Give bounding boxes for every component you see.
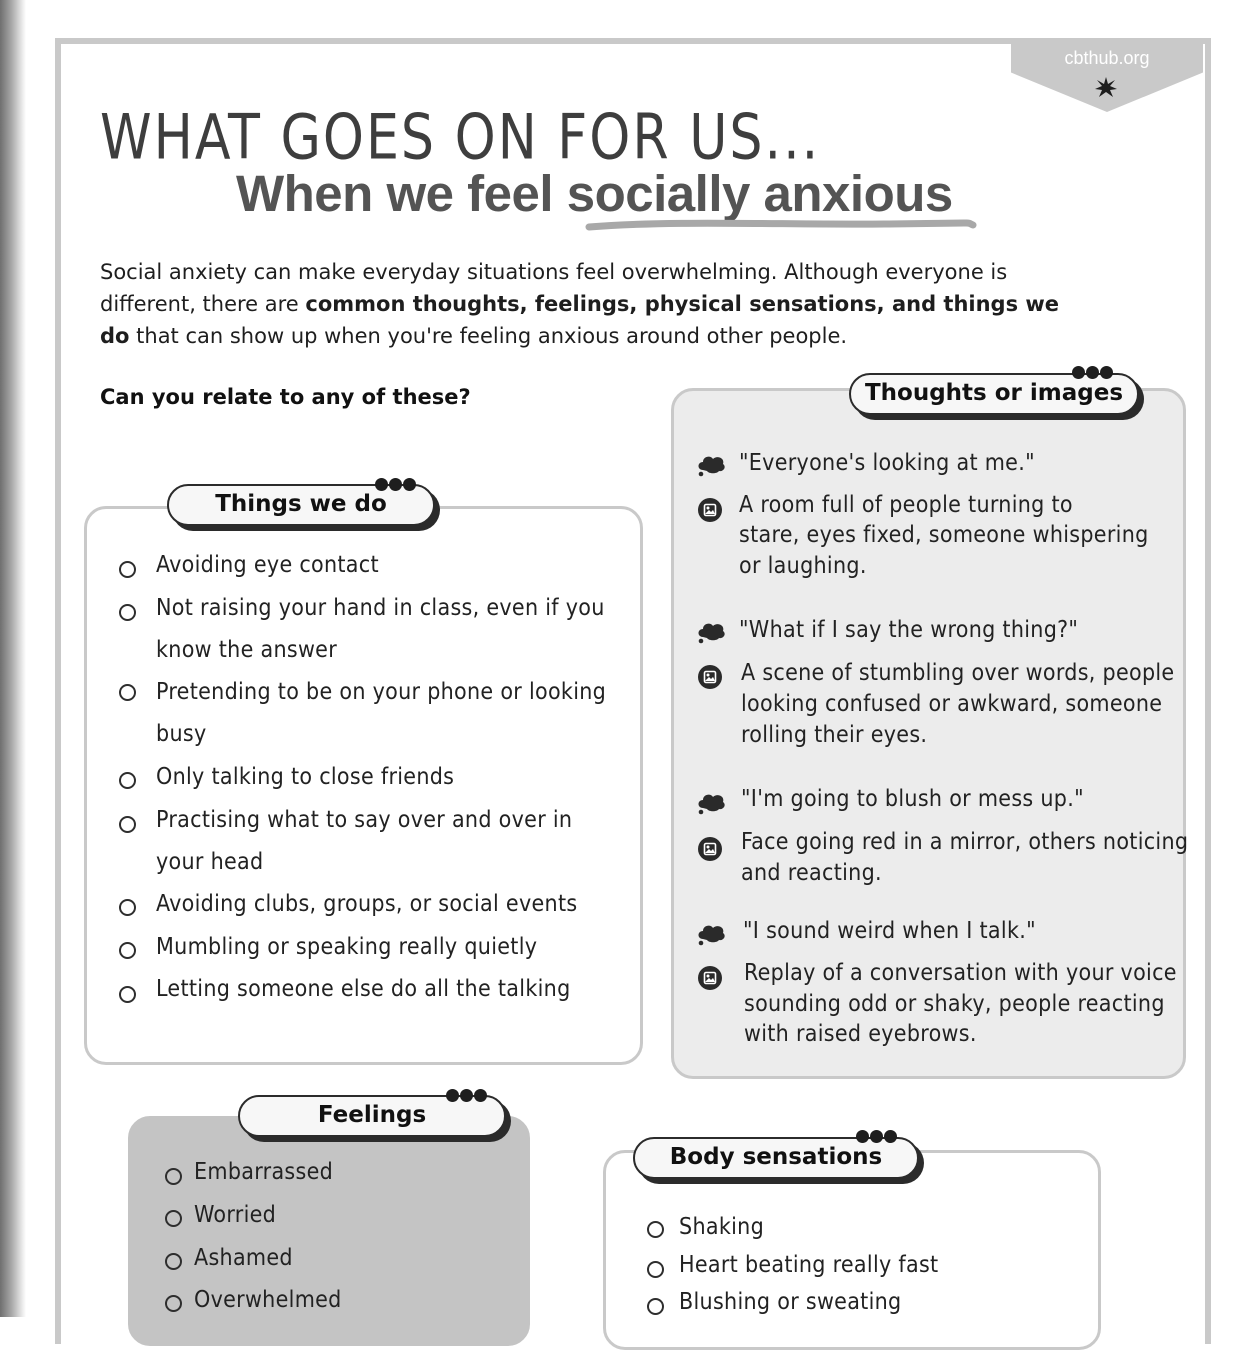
list-item: Only talking to close friends xyxy=(156,764,455,790)
thought-bubble-icon xyxy=(696,922,726,946)
feeling-item: Embarrassed xyxy=(194,1159,334,1185)
sensation-item: Shaking xyxy=(679,1214,765,1240)
list-item: Avoiding eye contact xyxy=(156,552,379,578)
checkbox-circle[interactable] xyxy=(647,1221,664,1238)
subtitle-emphasis: socially anxious xyxy=(566,165,953,222)
image-line: A scene of stumbling over words, people xyxy=(741,660,1175,686)
checkbox-circle[interactable] xyxy=(119,561,136,578)
checkbox-circle[interactable] xyxy=(119,684,136,701)
checkbox-circle[interactable] xyxy=(119,816,136,833)
image-line: sounding odd or shaky, people reacting xyxy=(744,991,1165,1017)
feeling-item: Worried xyxy=(194,1202,277,1228)
thought-text: "I'm going to blush or mess up." xyxy=(741,786,1084,812)
feeling-item: Ashamed xyxy=(194,1245,293,1271)
things-we-do-title: Things we do xyxy=(167,484,435,526)
thought-bubble-icon xyxy=(696,791,726,815)
checkbox-circle[interactable] xyxy=(165,1168,182,1185)
list-item: Not raising your hand in class, even if you xyxy=(156,595,605,621)
checkbox-circle[interactable] xyxy=(119,986,136,1003)
thought-text: "I sound weird when I talk." xyxy=(743,918,1036,944)
sensation-item: Blushing or sweating xyxy=(679,1289,902,1315)
image-icon xyxy=(698,665,722,689)
relate-question: Can you relate to any of these? xyxy=(100,385,471,409)
checkbox-circle[interactable] xyxy=(647,1298,664,1315)
checkbox-circle[interactable] xyxy=(119,942,136,959)
thoughts-title: Thoughts or images xyxy=(849,373,1139,415)
thought-text: "Everyone's looking at me." xyxy=(739,450,1035,476)
underline-stroke xyxy=(585,216,977,234)
intro-text-1: Social anxiety can make everyday situations feel overwhelming. Although everyone is different, there are xyxy=(100,260,1008,316)
page-shadow xyxy=(0,0,26,1317)
checkbox-circle[interactable] xyxy=(647,1261,664,1278)
intro-bold: common thoughts, feelings, physical sensations, and things we do xyxy=(100,292,1060,348)
page-subtitle xyxy=(236,164,953,223)
intro-text-2: that can show up when you're feeling anxious around other people. xyxy=(129,324,848,348)
checkbox-circle[interactable] xyxy=(119,772,136,789)
list-item: Practising what to say over and over in xyxy=(156,807,573,833)
page-title: WHAT GOES ON FOR US... xyxy=(100,100,821,174)
list-item: Mumbling or speaking really quietly xyxy=(156,934,538,960)
checkbox-circle[interactable] xyxy=(119,604,136,621)
intro-paragraph xyxy=(100,256,1090,352)
dots-decoration xyxy=(1072,366,1113,379)
dots-decoration xyxy=(856,1130,897,1143)
checkbox-circle[interactable] xyxy=(165,1210,182,1227)
list-item: Avoiding clubs, groups, or social events xyxy=(156,891,578,917)
list-item: Pretending to be on your phone or looking xyxy=(156,679,607,705)
checkbox-circle[interactable] xyxy=(165,1295,182,1312)
body-sensations-title: Body sensations xyxy=(633,1137,919,1179)
image-line: with raised eyebrows. xyxy=(744,1021,977,1047)
site-tag-text: cbthub.org xyxy=(1064,48,1150,68)
thought-text: "What if I say the wrong thing?" xyxy=(739,617,1079,643)
thought-bubble-icon xyxy=(696,453,726,477)
checkbox-circle[interactable] xyxy=(165,1253,182,1270)
dots-decoration xyxy=(375,478,416,491)
sensation-item: Heart beating really fast xyxy=(679,1252,939,1278)
list-item: busy xyxy=(156,721,207,747)
list-item: know the answer xyxy=(156,637,338,663)
image-line: and reacting. xyxy=(741,860,882,886)
image-icon xyxy=(698,966,722,990)
body-sensations-box xyxy=(603,1150,1101,1350)
dots-decoration xyxy=(446,1089,487,1102)
feeling-item: Overwhelmed xyxy=(194,1287,342,1313)
list-item: Letting someone else do all the talking xyxy=(156,976,571,1002)
image-icon xyxy=(698,837,722,861)
checkbox-circle[interactable] xyxy=(119,899,136,916)
image-line: or laughing. xyxy=(739,553,867,579)
image-line: looking confused or awkward, someone xyxy=(741,691,1163,717)
image-line: A room full of people turning to xyxy=(739,492,1073,518)
thought-bubble-icon xyxy=(696,620,726,644)
image-line: Face going red in a mirror, others noticing xyxy=(741,829,1189,855)
image-icon xyxy=(698,498,722,522)
image-line: Replay of a conversation with your voice xyxy=(744,960,1177,986)
feelings-title: Feelings xyxy=(238,1095,506,1137)
subtitle-prefix: When we feel xyxy=(236,165,567,222)
star-icon xyxy=(1094,76,1118,100)
image-line: stare, eyes fixed, someone whispering xyxy=(739,522,1149,548)
image-line: rolling their eyes. xyxy=(741,722,928,748)
list-item: your head xyxy=(156,849,264,875)
